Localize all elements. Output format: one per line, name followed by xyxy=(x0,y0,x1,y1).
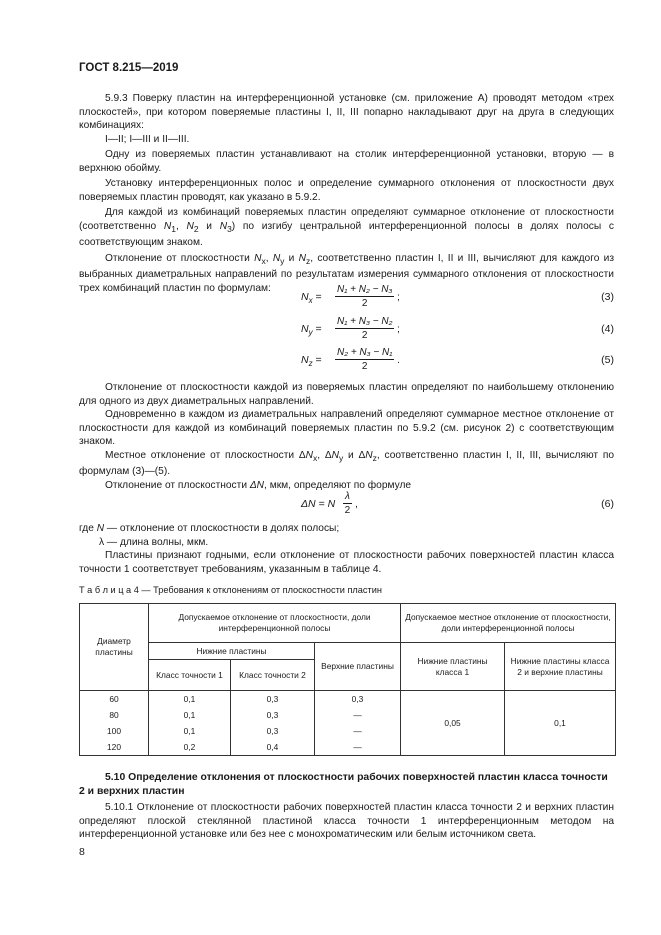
paragraph-setup: Установку интерференционных полос и определение суммарного отклонения от плоскостности двух поверяемых пластин проводят, как указано в 5.9.2. xyxy=(79,178,614,203)
header-class1: Класс точности 1 xyxy=(149,660,231,691)
equation-3-number: (3) xyxy=(601,291,614,303)
equation-6: ΔN = N $\frac{\lambda}{2}$ , (6) xyxy=(301,491,614,516)
paragraph-total-deviation: Для каждой из комбинаций поверяемых пластин определяют суммарное отклонение от плоскостности (соответственно $N_1$, $N_2$ и $N_3$) по изгибу центральной интерференционной полосы в долях полосы с соответствующим знаком. xyxy=(79,207,614,249)
text-block-1 xyxy=(79,92,614,295)
table-row: 100 0,1 0,3 — xyxy=(80,723,616,739)
requirements-table xyxy=(79,603,616,756)
equation-4: $N_y$ = $\frac{\text{N₁ + N₃ − N₂}}{2}$ ; (4) xyxy=(301,316,614,341)
paragraph-formulas-intro: Отклонение от плоскостности $N_x$, $N_y$ и $N_z$, соответственно пластин I, II и III, вычисляют для каждого из выбранных диаметральных направлений по результатам измерения суммарного отклонения от плоскостности трех комбинаций пластин по формулам: xyxy=(79,252,614,294)
paragraph-5-10-1: 5.10.1 Отклонение от плоскостности рабочих поверхностей пластин класса точности 2 и верхних пластин определяют плоской стеклянной пластиной класса точности 1 интерференционным методом на интерференционной установке или без нее с монохроматическим или белым источником света. xyxy=(79,802,614,840)
section-5-10-heading: 5.10 Определение отклонения от плоскостности рабочих поверхностей пластин класса точности 2 и верхних пластин xyxy=(79,772,608,797)
header-diameter: Диаметр пластины xyxy=(80,604,149,691)
text-block-2 xyxy=(79,381,614,492)
header-local-lower-class1: Нижние пластины класса 1 xyxy=(401,643,505,691)
header-lower-plates: Нижние пластины xyxy=(149,643,315,660)
text-block-3 xyxy=(79,522,614,576)
cell-local-lower-class2: 0,1 xyxy=(505,691,616,756)
paragraph-combinations: I—II; I—III и II—III. xyxy=(105,133,190,145)
paragraph-formula-6-intro: Отклонение от плоскостности ΔN, мкм, определяют по формуле xyxy=(105,479,412,491)
equation-5-number: (5) xyxy=(601,354,614,366)
table-row: 120 0,2 0,4 — xyxy=(80,739,616,756)
paragraph-max-deviation: Отклонение от плоскостности каждой из поверяемых пластин определяют по наибольшему отклонению для одного из двух диаметральных направлений. xyxy=(79,382,614,407)
equation-6-number: (6) xyxy=(601,498,614,510)
paragraph-where: где N — отклонение от плоскостности в долях полосы; xyxy=(79,523,340,534)
header-local-lower-class2-upper: Нижние пластины класса 2 и верхние пластины xyxy=(505,643,616,691)
page-number: 8 xyxy=(79,846,85,858)
paragraph-local-total: Одновременно в каждом из диаметральных направлений определяют суммарное местное отклонение от плоскостности для каждой из комбинаций поверяемых пластин по 5.9.2 (см. рисунок 2) с соответствующим знаком. xyxy=(79,409,614,447)
table-row: 60 0,1 0,3 0,3 0,05 0,1 xyxy=(80,691,616,708)
table-row: 80 0,1 0,3 — xyxy=(80,707,616,723)
equation-6-fraction: $\frac{\lambda}{2}$ xyxy=(344,491,351,516)
paragraph-local-deviation: Местное отклонение от плоскостности $\Delta N_x$, $\Delta N_y$ и $\Delta N_z$, соответственно пластин I, II, III, вычисляют по формулам (3)—(5). xyxy=(79,449,615,478)
document-header: ГОСТ 8.215—2019 xyxy=(79,62,179,74)
equation-4-number: (4) xyxy=(601,323,614,335)
equation-3: $N_x$ = $\frac{\text{N₁ + N₂ − N₃}}{2}$ ; (3) xyxy=(301,284,614,309)
cell-local-lower-class1: 0,05 xyxy=(401,691,505,756)
equation-3-fraction: $\frac{\text{N₁ + N₂ − N₃}}{2}$ xyxy=(337,284,393,309)
header-local-deviation: Допускаемое местное отклонение от плоскостности, доли интерференционной полосы xyxy=(401,604,616,643)
header-upper-plates: Верхние пластины xyxy=(315,643,401,691)
table-caption: Т а б л и ц а 4 — Требования к отклонениям от плоскостности пластин xyxy=(79,585,382,595)
equation-4-fraction: $\frac{\text{N₁ + N₃ − N₂}}{2}$ xyxy=(337,316,393,341)
paragraph-lambda: λ — длина волны, мкм. xyxy=(99,536,209,548)
text-block-4 xyxy=(79,801,614,842)
header-class2: Класс точности 2 xyxy=(231,660,315,691)
paragraph-mounting: Одну из поверяемых пластин устанавливают на столик интерференционной установки, вторую — в верхнюю обойму. xyxy=(79,149,614,174)
paragraph-acceptance: Пластины признают годными, если отклонение от плоскостности рабочих поверхностей пластин класса точности 1 соответствует требованиям, указанным в таблице 4. xyxy=(79,550,614,575)
header-total-deviation: Допускаемое отклонение от плоскостности, доли интерференционной полосы xyxy=(149,604,401,643)
equation-5: $N_z$ = $\frac{\text{N₂ + N₃ − N₁}}{2}$ . (5) xyxy=(301,347,614,372)
equation-5-fraction: $\frac{\text{N₂ + N₃ − N₁}}{2}$ xyxy=(337,347,393,372)
paragraph-5-9-3: 5.9.3 Поверку пластин на интерференционной установке (см. приложение А) проводят методом «трех плоскостей», при котором поверяемые пластины I, II, III попарно накладывают друг на друга в следующих комбинациях: xyxy=(79,93,614,131)
